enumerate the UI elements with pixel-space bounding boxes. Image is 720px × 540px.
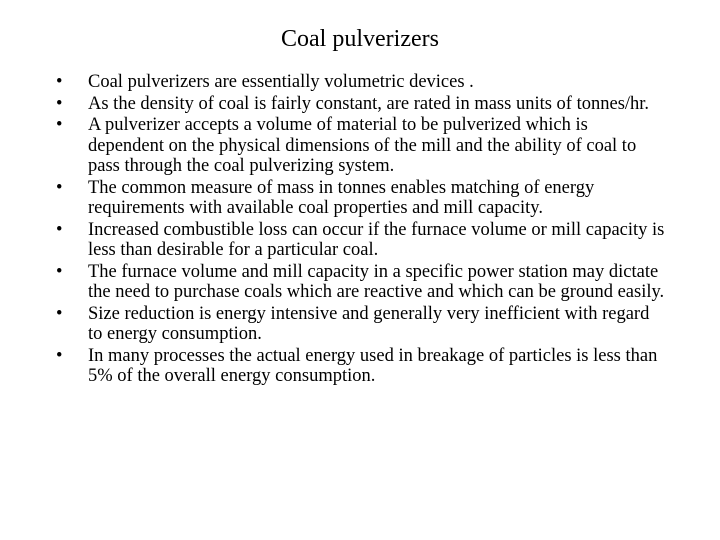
bullet-dot-icon: • <box>56 261 63 282</box>
bullet-dot-icon: • <box>56 303 63 324</box>
bullet-dot-icon: • <box>56 72 63 92</box>
bullet-item <box>56 115 666 177</box>
bullet-item <box>56 94 666 115</box>
slide-title: Coal pulverizers <box>281 26 439 52</box>
bullet-item <box>56 72 666 93</box>
bullet-text: Increased combustible loss can occur if the furnace volume or mill capacity is less than desirable for a particular coal. <box>88 219 665 260</box>
bullet-item <box>56 262 666 303</box>
bullet-text: In many processes the actual energy used in breakage of particles is less than 5% of the overall energy consumption. <box>88 345 658 386</box>
bullet-dot-icon: • <box>56 345 63 366</box>
bullet-dot-icon: • <box>56 93 63 114</box>
bullet-text: The furnace volume and mill capacity in a specific power station may dictate the need to purchase coals which are reactive and which can be ground easily. <box>88 261 665 302</box>
bullet-item <box>56 304 666 345</box>
bullet-item <box>56 178 666 219</box>
bullet-dot-icon: • <box>56 219 63 240</box>
bullet-text: As the density of coal is fairly constant, are rated in mass units of tonnes/hr. <box>88 93 650 114</box>
bullet-text: Coal pulverizers are essentially volumetric devices . <box>88 72 474 92</box>
bullet-item <box>56 220 666 261</box>
bullet-item <box>56 346 666 387</box>
bullet-text: The common measure of mass in tonnes enables matching of energy requirements with available coal properties and mill capacity. <box>88 177 595 218</box>
bullet-list <box>56 72 666 388</box>
bullet-text: A pulverizer accepts a volume of material to be pulverized which is dependent on the physical dimensions of the mill and the ability of coal to pass through the coal pulverizing system. <box>88 115 637 176</box>
bullet-text: Size reduction is energy intensive and generally very inefficient with regard to energy consumption. <box>88 303 650 344</box>
bullet-dot-icon: • <box>56 115 63 135</box>
bullet-dot-icon: • <box>56 177 63 198</box>
